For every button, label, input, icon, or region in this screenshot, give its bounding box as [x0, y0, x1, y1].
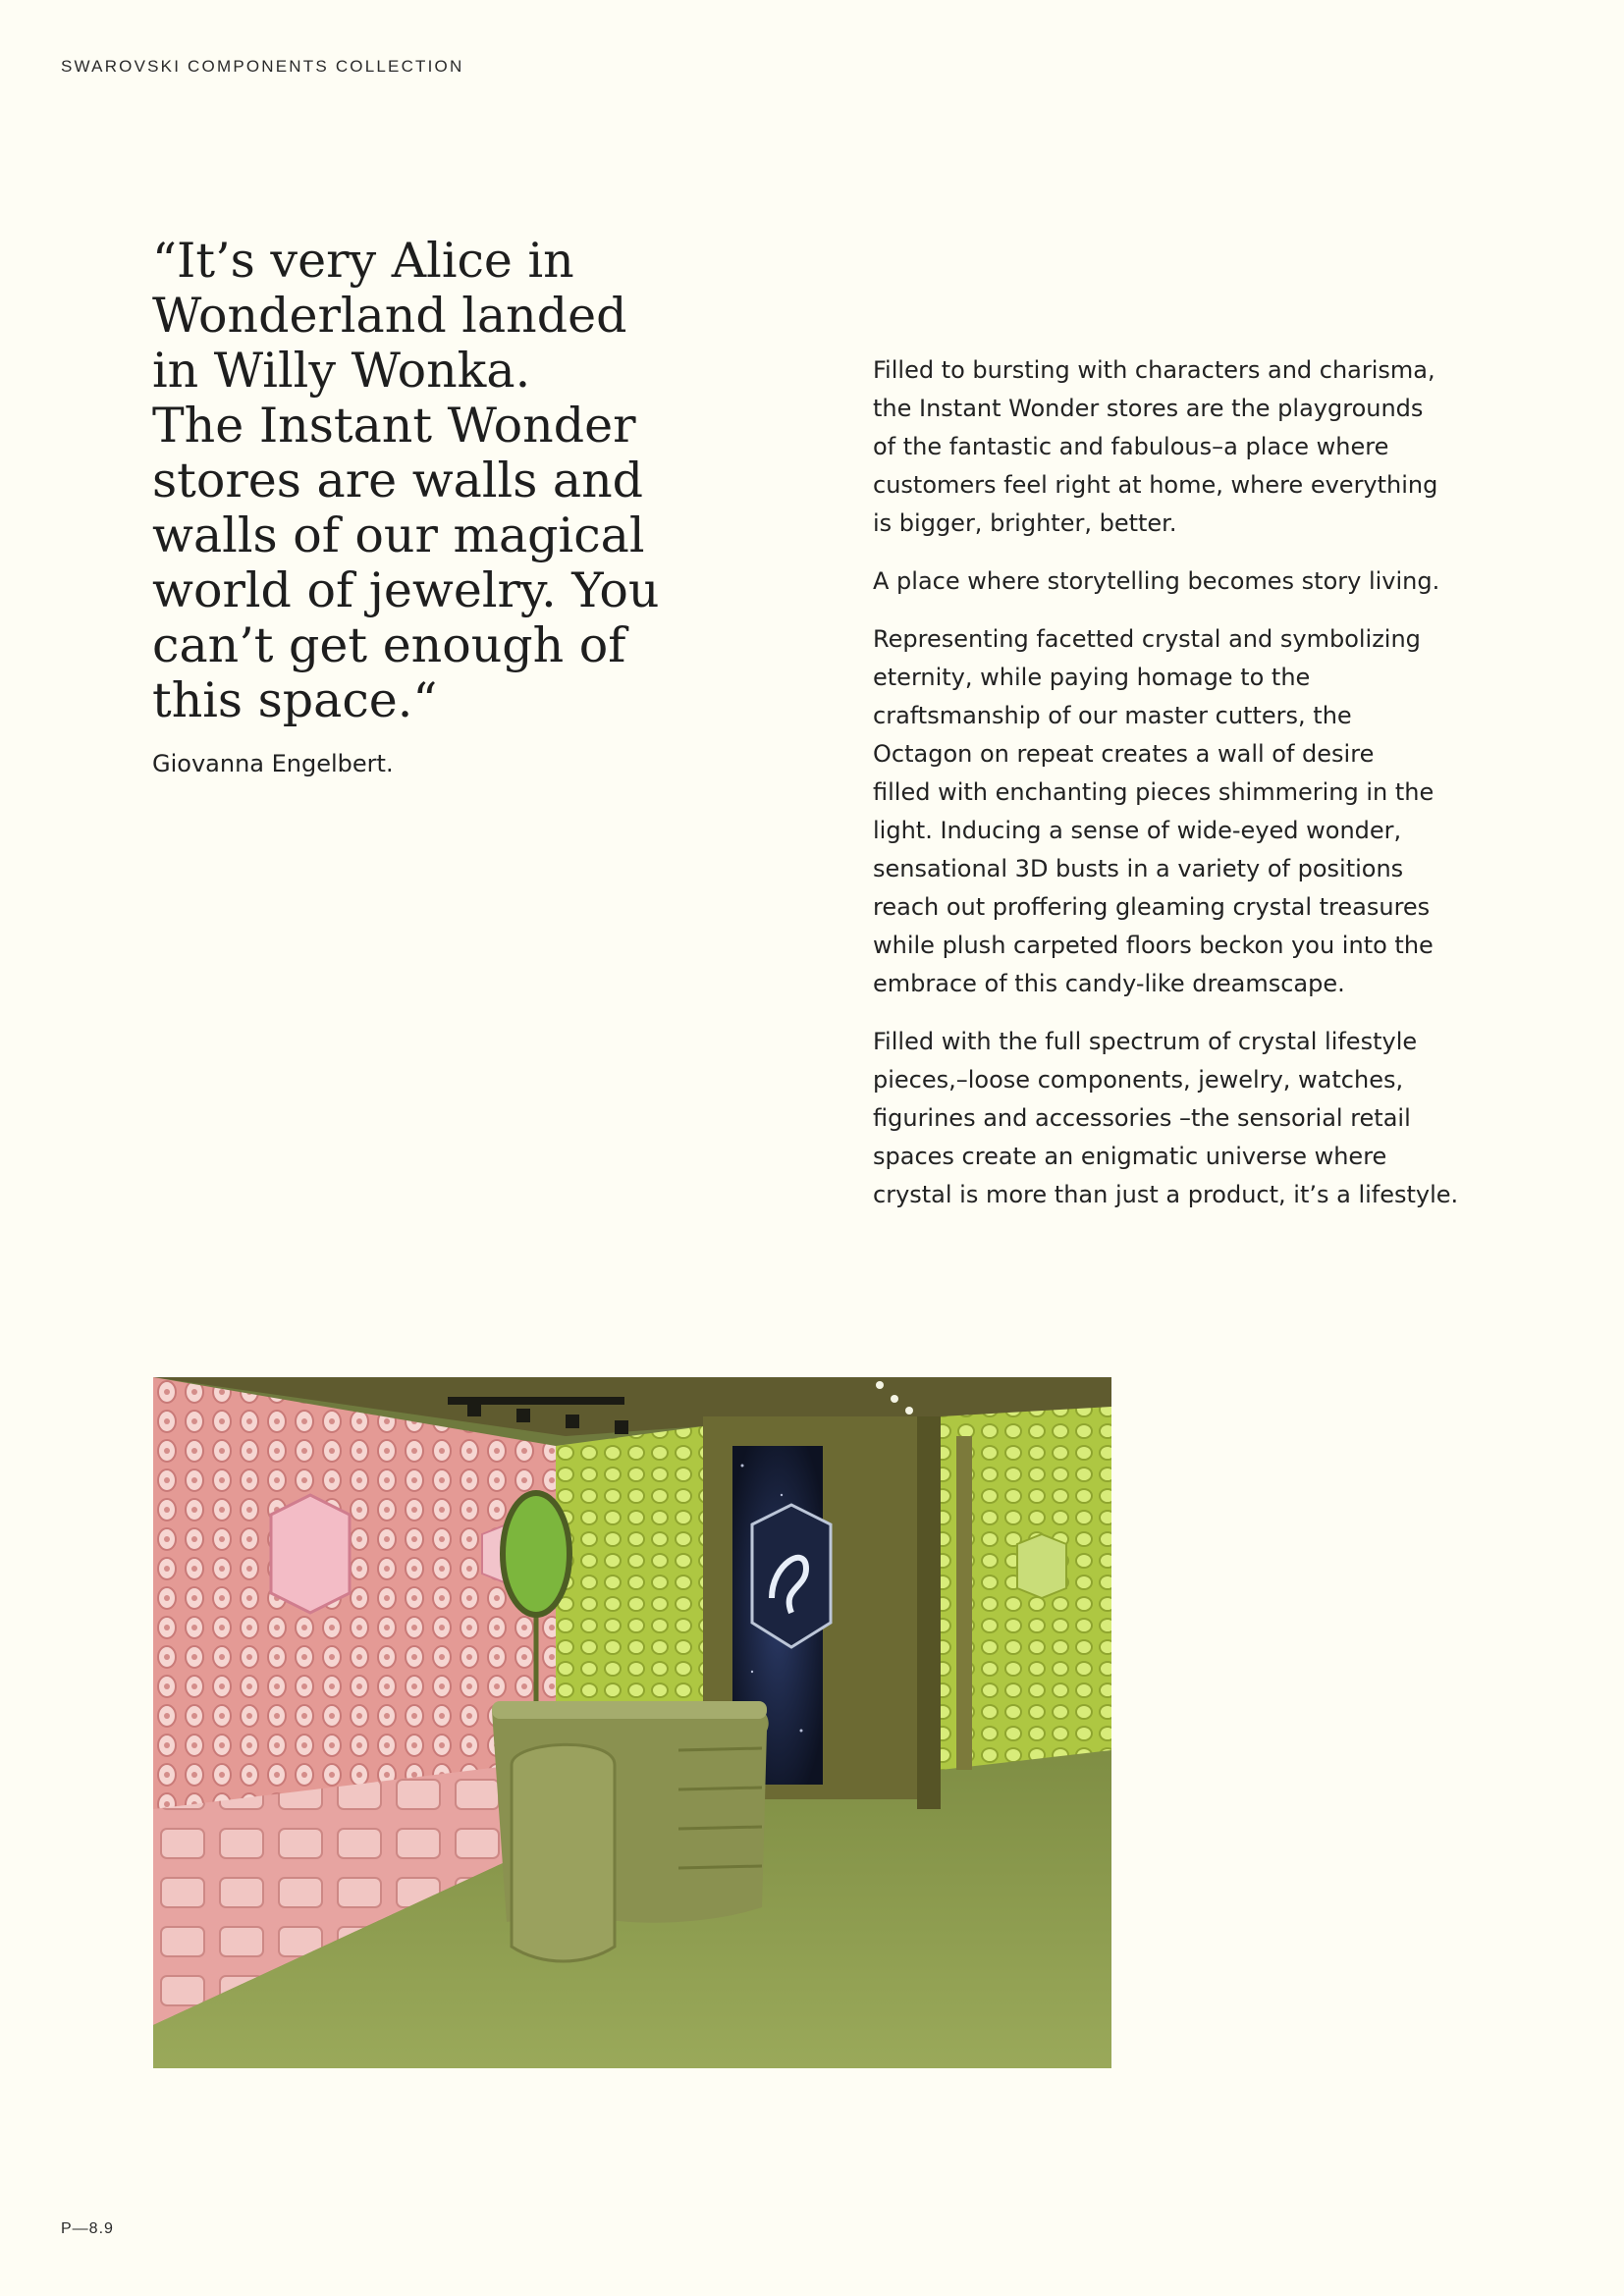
round-mirror	[503, 1493, 569, 1615]
body-line: light. Inducing a sense of wide-eyed wonder,	[873, 817, 1402, 844]
body-line: Filled with the full spectrum of crystal lifestyle	[873, 1028, 1418, 1055]
quote-attribution: Giovanna Engelbert.	[152, 750, 394, 777]
body-copy	[873, 351, 1501, 1234]
body-line: pieces,–loose components, jewelry, watches,	[873, 1066, 1404, 1094]
swan-logo	[752, 1505, 831, 1647]
body-line: sensational 3D busts in a variety of positions	[873, 855, 1404, 882]
chair	[512, 1744, 615, 1961]
body-paragraph	[873, 351, 1501, 543]
body-line: while plush carpeted floors beckon you into the	[873, 932, 1434, 959]
body-line: A place where storytelling becomes story living.	[873, 567, 1440, 595]
body-line: spaces create an enigmatic universe where	[873, 1143, 1387, 1170]
body-line: craftsmanship of our master cutters, the	[873, 702, 1352, 729]
body-line: crystal is more than just a product, it’s a lifestyle.	[873, 1181, 1459, 1208]
body-paragraph	[873, 620, 1501, 1003]
body-line: Octagon on repeat creates a wall of desire	[873, 740, 1375, 768]
body-line: figurines and accessories –the sensorial retail	[873, 1104, 1411, 1132]
quote-line: walls of our magical	[152, 507, 645, 563]
page-number: P—8.9	[61, 2220, 114, 2237]
quote-line: this space.“	[152, 672, 438, 728]
store-interior-photo	[153, 1377, 1111, 2068]
body-paragraph	[873, 562, 1501, 601]
body-line: the Instant Wonder stores are the playgrounds	[873, 395, 1424, 422]
pull-quote	[152, 234, 702, 728]
body-line: Representing facetted crystal and symbolizing	[873, 625, 1421, 653]
quote-line: in Willy Wonka.	[152, 343, 531, 399]
body-line: reach out proffering gleaming crystal treasures	[873, 893, 1431, 921]
body-line: of the fantastic and fabulous–a place where	[873, 433, 1389, 460]
running-header: SWAROVSKI COMPONENTS COLLECTION	[61, 57, 464, 76]
quote-line: Wonderland landed	[152, 288, 627, 344]
quote-line: world of jewelry. You	[152, 562, 660, 618]
body-line: filled with enchanting pieces shimmering in the	[873, 778, 1435, 806]
quote-line: The Instant Wonder	[152, 398, 636, 454]
body-paragraph	[873, 1023, 1501, 1214]
quote-line: stores are walls and	[152, 453, 644, 508]
body-line: customers feel right at home, where everything	[873, 471, 1438, 499]
body-line: is bigger, brighter, better.	[873, 509, 1177, 537]
quote-line: “It’s very Alice in	[152, 233, 574, 289]
quote-line: can’t get enough of	[152, 617, 626, 673]
body-line: Filled to bursting with characters and charisma,	[873, 356, 1435, 384]
body-line: embrace of this candy-like dreamscape.	[873, 970, 1345, 997]
body-line: eternity, while paying homage to the	[873, 664, 1311, 691]
